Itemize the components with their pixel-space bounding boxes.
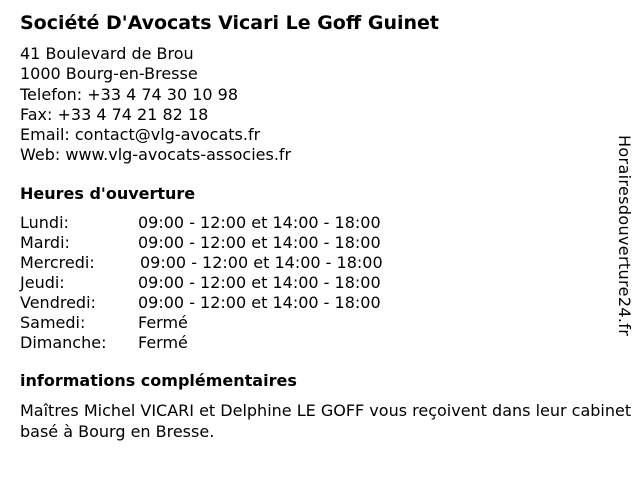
hours-row-wednesday	[20, 253, 632, 273]
day-label: Jeudi:	[20, 272, 65, 292]
time-value: 09:00 - 12:00 et 14:00 - 18:00	[138, 212, 381, 232]
address-line-1: 41 Boulevard de Brou	[20, 44, 194, 63]
email-line: Email: contact@vlg-avocats.fr	[20, 125, 261, 145]
time-value: 09:00 - 12:00 et 14:00 - 18:00	[140, 252, 383, 272]
company-name: Société D'Avocats Vicari Le Goff Guinet	[20, 12, 439, 34]
day-label: Samedi:	[20, 312, 86, 332]
additional-info-text: Maîtres Michel VICARI et Delphine LE GOFF vous reçoivent dans leur cabinet basé à Bourg en Bresse.	[20, 400, 632, 441]
opening-hours-table	[20, 213, 632, 353]
web-line: Web: www.vlg-avocats-associes.fr	[20, 145, 292, 165]
day-label: Mercredi:	[20, 252, 95, 272]
fax-line: Fax: +33 4 74 21 82 18	[20, 104, 209, 124]
address-line-2: 1000 Bourg-en-Bresse	[20, 64, 198, 84]
site-watermark-text: Horairesdouverture24.fr	[615, 135, 634, 337]
hours-row-monday	[20, 213, 632, 233]
hours-row-sunday	[20, 333, 632, 353]
hours-row-friday	[20, 293, 632, 313]
hours-row-thursday	[20, 273, 632, 293]
time-value: 09:00 - 12:00 et 14:00 - 18:00	[138, 232, 381, 252]
day-label: Lundi:	[20, 212, 69, 232]
company-info-card	[20, 10, 632, 442]
time-value: Fermé	[138, 332, 188, 352]
time-value: 09:00 - 12:00 et 14:00 - 18:00	[138, 272, 381, 292]
time-value: Fermé	[138, 312, 188, 332]
day-label: Vendredi:	[20, 292, 96, 312]
phone-line: Telefon: +33 4 74 30 10 98	[20, 84, 239, 104]
day-label: Mardi:	[20, 232, 70, 252]
hours-row-tuesday	[20, 233, 632, 253]
additional-info-heading: informations complémentaires	[20, 370, 297, 390]
opening-hours-heading: Heures d'ouverture	[20, 183, 196, 203]
hours-row-saturday	[20, 313, 632, 333]
time-value: 09:00 - 12:00 et 14:00 - 18:00	[138, 292, 381, 312]
day-label: Dimanche:	[20, 332, 107, 352]
